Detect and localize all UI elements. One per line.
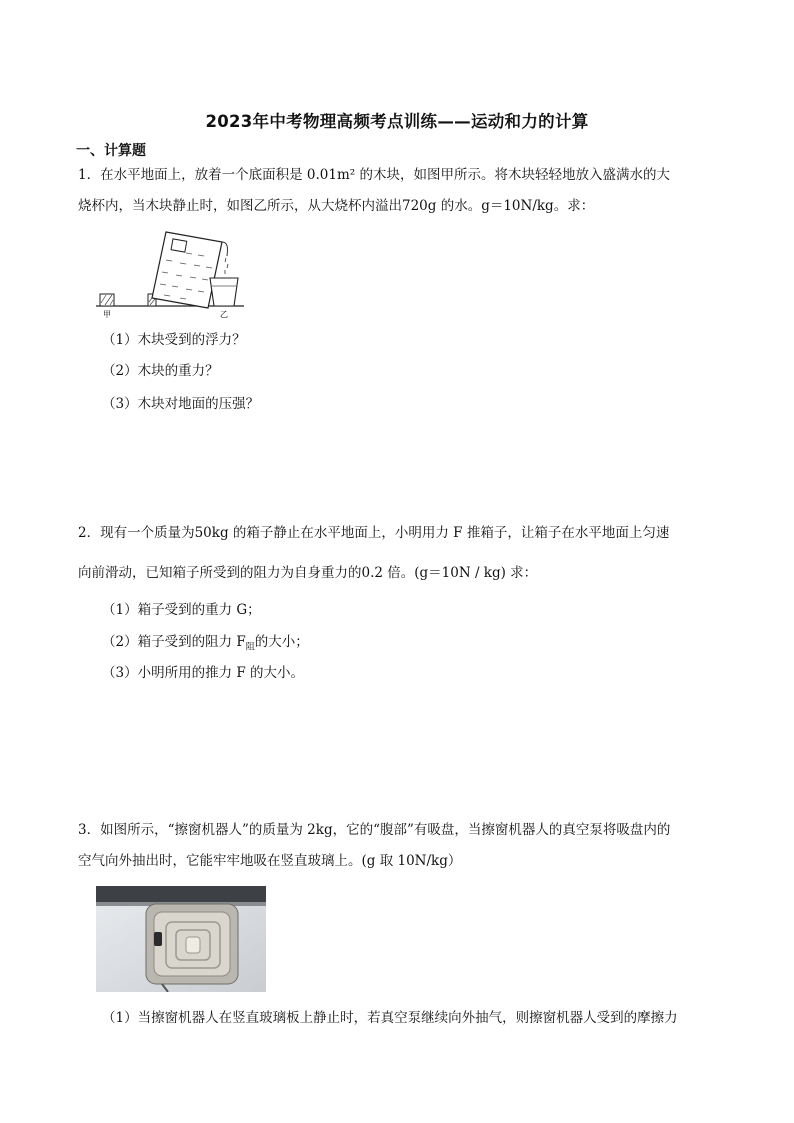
- q1-figure: [94, 228, 254, 320]
- page-title: 2023年中考物理高频考点训练——运动和力的计算: [205, 112, 589, 131]
- fig-label-yi: 乙: [220, 310, 228, 319]
- q2-sub-3: （3）小明所用的推力 F 的大小。: [102, 665, 305, 681]
- q2-sub-2-subscript: 阻: [245, 642, 255, 653]
- q3-line-1: 3．如图所示，“擦窗机器人”的质量为 2kg，它的“腹部”有吸盘，当擦窗机器人的真空泵将吸盘内的: [78, 822, 671, 838]
- q3-sub-1: （1）当擦窗机器人在竖直玻璃板上静止时，若真空泵继续向外抽气，则擦窗机器人受到的摩擦力: [102, 1010, 678, 1026]
- window-robot-photo: [96, 886, 266, 992]
- q1-line-2: 烧杯内，当木块静止时，如图乙所示，从大烧杯内溢出720g 的水。g＝10N/kg。求：: [78, 198, 595, 214]
- section-heading: 一、计算题: [76, 143, 146, 159]
- wood-block-floating: [171, 239, 187, 252]
- q1-line-1: 1．在水平地面上，放着一个底面积是 0.01m² 的木块，如图甲所示。将木块轻轻地放入盛满水的大: [78, 167, 670, 183]
- q2-sub-2-text-a: （2）箱子受到的阻力 F: [102, 634, 246, 650]
- q3-line-2: 空气向外抽出时，它能牢牢地吸在竖直玻璃上。(g 取 10N/kg）: [78, 853, 462, 869]
- overflow-cup: [210, 278, 238, 306]
- q1-sub-3: （3）木块对地面的压强？: [102, 396, 260, 412]
- q2-sub-2-text-b: 的大小；: [254, 634, 309, 650]
- q2-line-1: 2．现有一个质量为50kg 的箱子静止在水平地面上，小明用力 F 推箱子，让箱子在水平地面上匀速: [78, 525, 670, 541]
- q2-line-2: 向前滑动，已知箱子所受到的阻力为自身重力的0.2 倍。(g＝10N / kg) 求：: [78, 565, 538, 581]
- fig-label-jia: 甲: [103, 310, 111, 319]
- q2-sub-1: （1）箱子受到的重力 G；: [102, 602, 261, 618]
- q2-sub-2: [102, 632, 309, 658]
- q1-sub-1: （1）木块受到的浮力？: [102, 332, 246, 348]
- wood-block-a: [100, 294, 114, 306]
- q1-sub-2: （2）木块的重力？: [102, 363, 219, 379]
